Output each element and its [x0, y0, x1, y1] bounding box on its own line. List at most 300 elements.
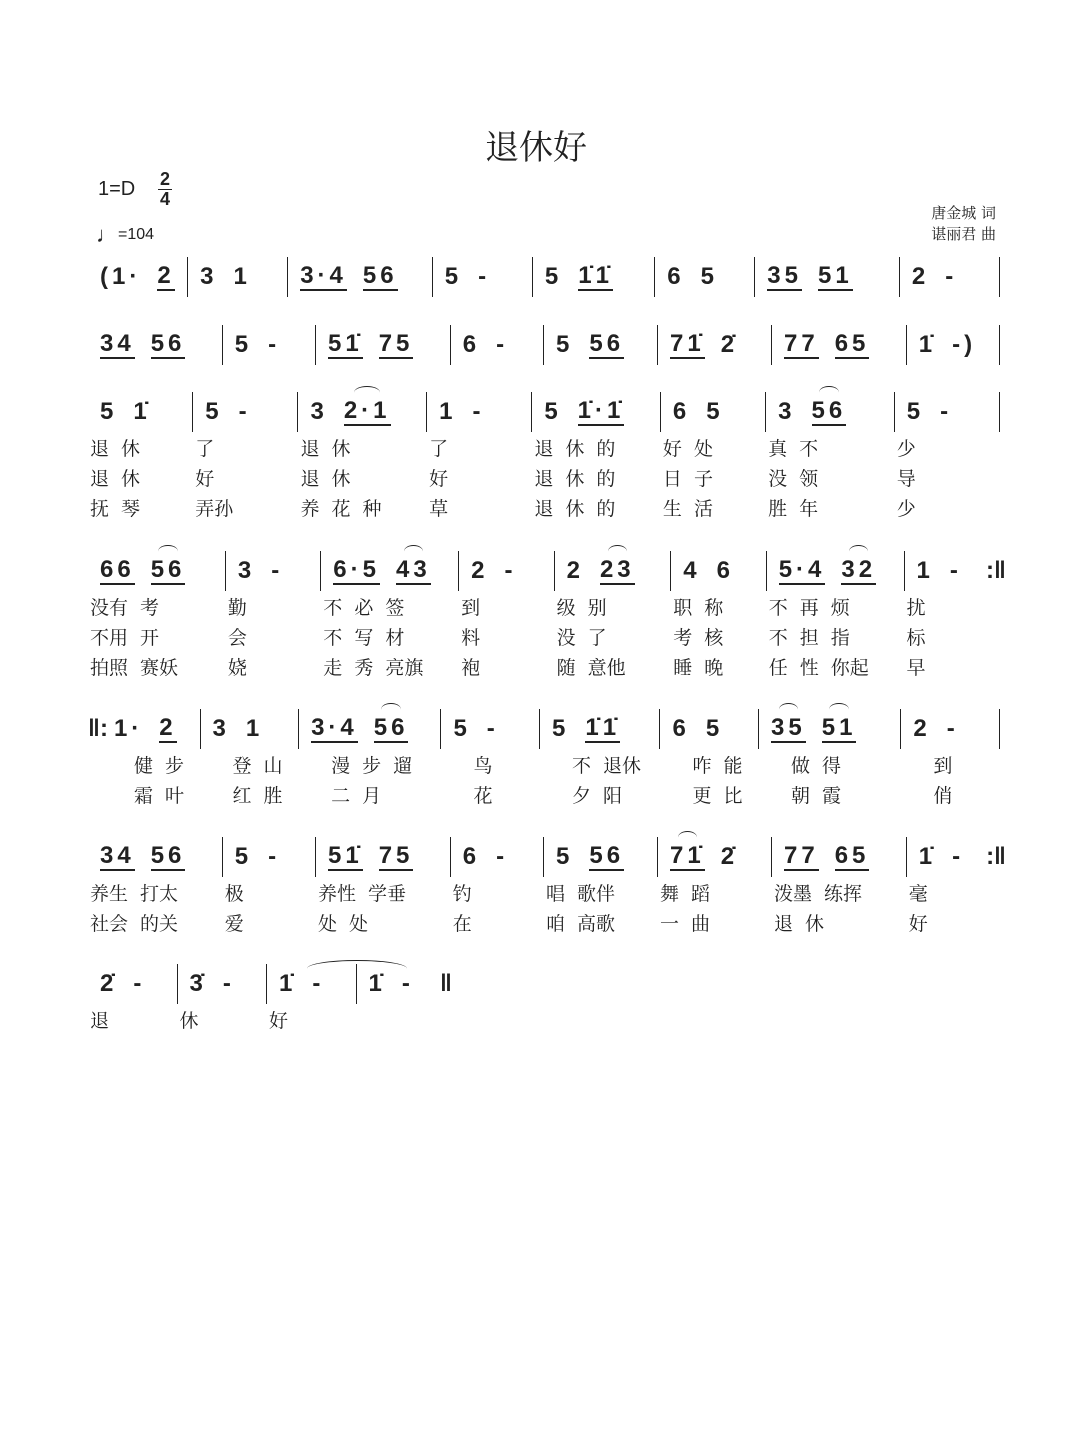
system-7: [88, 964, 452, 1034]
note-row: [88, 325, 223, 365]
lyric-word: 霞: [822, 784, 842, 807]
lyric-line-1: [451, 877, 544, 907]
lyric-word: 生: [662, 497, 682, 520]
lyric-word: 退: [774, 912, 794, 935]
lyric-line-2: [759, 779, 901, 809]
lyric-word: 处: [318, 912, 338, 935]
note-row: [188, 257, 288, 297]
measure: [772, 837, 907, 937]
note: 1: [233, 263, 251, 290]
tempo-marking: [96, 222, 154, 248]
lyric-word: 的: [596, 497, 616, 520]
lyric-word: 俏: [933, 784, 953, 807]
note-row: [433, 257, 533, 297]
note: 1: [245, 715, 264, 742]
note: 3·4: [300, 262, 347, 289]
note-row: [201, 709, 300, 749]
note-row: [555, 551, 672, 591]
note-row: [298, 392, 427, 432]
lyric-line-3: [767, 651, 905, 681]
lyric-word: 的: [596, 437, 616, 460]
note: 56: [150, 330, 186, 357]
lyric-line-2: [427, 462, 532, 492]
hold-dash: -: [268, 843, 281, 870]
measure: [895, 392, 1000, 522]
lyric-line-2: [540, 779, 660, 809]
lyric-word: 一: [660, 912, 680, 935]
note: 2̇: [100, 970, 118, 997]
note: 1̇: [918, 331, 937, 358]
note-row: [357, 964, 452, 1004]
lyric-line-2: [226, 621, 321, 651]
hold-dash: -: [496, 331, 509, 358]
lyric-line-3: [88, 651, 226, 681]
lyric-word: 真: [768, 437, 788, 460]
lyric-word: 考: [140, 596, 160, 619]
measure: [298, 392, 427, 522]
lyric-line-3: [298, 492, 427, 522]
lyric-word: 夕: [572, 784, 592, 807]
measure: [658, 837, 772, 937]
note: 5: [700, 263, 718, 290]
note-row: [655, 257, 755, 297]
note: 2: [911, 263, 930, 290]
lyric-line-2: [901, 779, 1000, 809]
system-6: [88, 837, 1006, 937]
lyric-word: 红: [232, 784, 252, 807]
note-row: [193, 392, 298, 432]
lyric-word: 遛: [393, 754, 413, 777]
measure: [201, 709, 300, 809]
measure: [188, 257, 288, 297]
lyric-line-2: [660, 779, 759, 809]
measure: [755, 257, 900, 297]
lyric-word: 了: [195, 437, 215, 460]
measure: [905, 551, 1006, 681]
lyric-line-1: [555, 591, 672, 621]
lyric-word: 不: [799, 437, 819, 460]
lyric-word: 的关: [140, 912, 179, 935]
lyric-line-1: [544, 877, 658, 907]
lyric-word: 休: [565, 467, 585, 490]
hold-dash: -: [949, 557, 962, 584]
lyric-word: 指: [830, 626, 850, 649]
lyric-word: 活: [693, 497, 713, 520]
note: 1: [916, 557, 934, 584]
lyric-word: 极: [224, 882, 244, 905]
quarter-note-icon: ♩: [96, 222, 118, 247]
lyric-word: 休: [565, 437, 585, 460]
measure: [226, 551, 321, 681]
lyric-word: 好: [195, 467, 215, 490]
note: 56: [150, 556, 186, 583]
lyric-line-1: [441, 749, 540, 779]
note-row: [288, 257, 433, 297]
hold-dash: -: [952, 843, 965, 870]
measure: [767, 551, 905, 681]
measure: [267, 964, 357, 1034]
system-2: [88, 325, 1000, 365]
measure: [223, 837, 316, 937]
note: 1: [439, 398, 457, 425]
lyric-word: 咋: [692, 754, 712, 777]
lyric-word: 养性: [318, 882, 357, 905]
lyric-word: 鸟: [473, 754, 493, 777]
lyric-word: 退: [300, 467, 320, 490]
lyric-line-2: [658, 907, 772, 937]
lyric-line-1: [201, 749, 300, 779]
measure: [540, 709, 660, 809]
measure: [88, 325, 223, 365]
lyric-line-1: [357, 1004, 447, 1034]
lyric-word: 早: [906, 656, 926, 679]
lyric-word: 随: [556, 656, 576, 679]
measure: [299, 709, 441, 809]
note: 2: [913, 715, 931, 742]
lyric-word: 能: [723, 754, 743, 777]
lyric-word: 二: [331, 784, 351, 807]
measure: [288, 257, 433, 297]
lyric-line-1: [901, 749, 1000, 779]
lyric-line-1: [767, 591, 905, 621]
note: 51̇: [328, 842, 363, 869]
lyric-word: 娆: [227, 656, 247, 679]
lyric-word: 处: [349, 912, 369, 935]
note: 56: [362, 262, 398, 289]
lyric-word: 开: [140, 626, 160, 649]
note-row: [658, 837, 772, 877]
lyric-word: 休: [805, 912, 825, 935]
note: 1̇1̇: [578, 262, 613, 289]
measure: [671, 551, 766, 681]
note: 3: [212, 715, 230, 742]
lyric-word: 秀: [354, 656, 374, 679]
lyric-word: 叶: [164, 784, 184, 807]
hold-dash: -: [946, 715, 959, 742]
lyric-word: 健: [133, 754, 153, 777]
measure: [321, 551, 459, 681]
measure: [459, 551, 554, 681]
note: 5: [906, 398, 925, 425]
lyric-line-1: [772, 877, 907, 907]
note: 77: [784, 330, 819, 357]
note: 66: [100, 556, 135, 583]
measure: [357, 964, 452, 1034]
measure: [178, 964, 268, 1034]
lyric-word: 休: [179, 1009, 199, 1032]
note: 5: [705, 715, 724, 742]
note: 56: [589, 842, 625, 869]
lyric-word: 步: [164, 754, 184, 777]
hold-dash: -: [271, 557, 284, 584]
lyric-line-3: [226, 651, 321, 681]
measure: [316, 837, 451, 937]
note: 71̇: [670, 330, 705, 357]
lyric-word: 弄孙: [195, 497, 234, 520]
lyric-word: 钓: [452, 882, 472, 905]
lyric-word: 山: [263, 754, 283, 777]
note: 1·: [113, 715, 144, 742]
note: 6: [462, 843, 481, 870]
note-row: [532, 392, 661, 432]
note: 65: [834, 330, 870, 357]
note-row: [88, 964, 178, 1004]
key-signature: 1=D: [98, 178, 136, 200]
lyric-word: 琴: [121, 497, 141, 520]
lyric-word: 泼墨: [774, 882, 813, 905]
note-row: [88, 392, 193, 432]
note-row: [226, 551, 321, 591]
note-row: [316, 325, 451, 365]
note-row: [321, 551, 459, 591]
lyric-line-1: [88, 877, 223, 907]
measure: [759, 709, 901, 809]
lyric-word: 袍: [461, 656, 481, 679]
lyric-word: 到: [461, 596, 481, 619]
lyric-line-3: [671, 651, 766, 681]
note-row: [102, 709, 201, 749]
measure: [544, 325, 658, 365]
note: 6: [672, 715, 690, 742]
lyric-line-3: [321, 651, 459, 681]
measure: [901, 709, 1000, 809]
note: 6: [716, 557, 734, 584]
note-row: [223, 837, 316, 877]
lyric-word: 任: [768, 656, 788, 679]
lyric-line-1: [298, 432, 427, 462]
measure: [88, 551, 226, 681]
note: 34: [100, 842, 135, 869]
lyric-line-2: [671, 621, 766, 651]
lyric-line-2: [316, 907, 451, 937]
measure: [433, 257, 533, 297]
note: 35: [771, 714, 806, 741]
tempo-value: =104: [118, 226, 155, 243]
lyric-word: 材: [385, 626, 405, 649]
note: 3: [237, 557, 256, 584]
lyric-word: 担: [799, 626, 819, 649]
note: 56: [589, 330, 625, 357]
lyric-word: 核: [704, 626, 724, 649]
time-numerator: 2: [159, 169, 170, 189]
note: 34: [100, 330, 135, 357]
lyric-word: 休: [565, 497, 585, 520]
note-row: [660, 709, 759, 749]
measure: [102, 709, 201, 809]
lyric-line-1: [907, 877, 1000, 907]
lyric-word: 得: [822, 754, 842, 777]
lyric-word: 不: [323, 596, 343, 619]
lyric-word: 月: [362, 784, 382, 807]
lyric-word: 标: [906, 626, 926, 649]
measure: [532, 392, 661, 522]
note: 5: [706, 398, 724, 425]
lyric-word: 比: [723, 784, 743, 807]
note: 5: [205, 398, 223, 425]
lyric-line-2: [193, 462, 298, 492]
measure: [88, 392, 193, 522]
repeat-start-sign: ‖:: [88, 715, 108, 742]
hold-dash: -: [945, 263, 958, 290]
lyric-word: 处: [693, 437, 713, 460]
lyric-line-1: [427, 432, 532, 462]
measure: [772, 325, 907, 365]
lyric-word: 料: [461, 626, 481, 649]
lyric-line-1: [193, 432, 298, 462]
lyric-word: 草: [429, 497, 449, 520]
note-row: [772, 325, 907, 365]
lyric-line-2: [661, 462, 766, 492]
lyric-line-1: [759, 749, 901, 779]
lyric-word: 没: [556, 626, 576, 649]
lyric-word: 在: [452, 912, 472, 935]
measure: [193, 392, 298, 522]
lyric-line-3: [532, 492, 661, 522]
lyric-word: 退: [534, 497, 554, 520]
lyric-line-2: [555, 621, 672, 651]
lyric-word: 晚: [704, 656, 724, 679]
note: 4: [683, 557, 701, 584]
note: 1̇1̇: [585, 714, 621, 741]
measure: [223, 325, 316, 365]
lyric-word: 曲: [691, 912, 711, 935]
lyric-line-2: [895, 462, 1000, 492]
note-row: [905, 551, 1006, 591]
note-row: [88, 837, 223, 877]
note: 3: [310, 398, 328, 425]
note: 5: [100, 398, 118, 425]
lyric-line-2: [201, 779, 300, 809]
hold-dash: -: [940, 398, 953, 425]
lyric-line-2: [907, 907, 1000, 937]
note: 6: [672, 398, 691, 425]
lyric-line-3: [555, 651, 672, 681]
lyric-word: 种: [362, 497, 382, 520]
note: 6·5: [333, 556, 380, 583]
lyric-word: 打太: [140, 882, 179, 905]
lyric-word: 性: [799, 656, 819, 679]
note: 3̇: [189, 970, 207, 997]
lyric-word: 霜: [133, 784, 153, 807]
lyric-word: 年: [799, 497, 819, 520]
lyric-word: 毫: [908, 882, 928, 905]
lyric-word: 签: [385, 596, 405, 619]
lyric-word: 休: [121, 467, 141, 490]
measure: [658, 325, 772, 365]
measure: [544, 837, 658, 937]
note: 3·4: [311, 714, 358, 741]
lyric-word: 好: [429, 467, 449, 490]
lyric-word: 退: [90, 467, 110, 490]
lyric-word: 日: [662, 467, 682, 490]
lyric-word: 不: [323, 626, 343, 649]
lyric-line-2: [772, 907, 907, 937]
hold-dash: -): [952, 331, 977, 358]
lyric-line-1: [299, 749, 441, 779]
lyric-word: 漫: [331, 754, 351, 777]
note: 35: [767, 262, 802, 289]
measure: [900, 257, 1000, 297]
lyric-line-1: [267, 1004, 357, 1034]
note: 43: [395, 556, 431, 583]
lyric-word: 退: [90, 437, 110, 460]
lyric-word: 抚: [90, 497, 110, 520]
lyric-line-2: [88, 621, 226, 651]
lyric-line-1: [316, 877, 451, 907]
lyric-line-2: [767, 621, 905, 651]
lyric-word: 咱: [546, 912, 566, 935]
note-row: [661, 392, 766, 432]
system-4: [88, 551, 1006, 681]
lyric-line-1: [88, 1004, 178, 1034]
note: 5: [552, 715, 570, 742]
lyric-word: 不: [768, 626, 788, 649]
lyric-word: 了: [429, 437, 449, 460]
note: 23: [599, 556, 635, 583]
measure: [441, 709, 540, 809]
lyric-line-2: [223, 907, 316, 937]
lyric-word: 退: [534, 437, 554, 460]
note: 75: [378, 842, 414, 869]
note-row: [267, 964, 357, 1004]
lyric-line-2: [766, 462, 895, 492]
lyric-word: 扰: [906, 596, 926, 619]
note: 75: [378, 330, 414, 357]
lyric-line-1: [88, 432, 193, 462]
lyric-line-1: [321, 591, 459, 621]
note: 5: [556, 331, 574, 358]
note-row: [427, 392, 532, 432]
note: 6: [667, 263, 685, 290]
lyric-word: 你起: [830, 656, 869, 679]
lyric-word: 称: [704, 596, 724, 619]
note: 51: [821, 714, 857, 741]
lyric-line-2: [88, 462, 193, 492]
lyric-word: 意他: [587, 656, 626, 679]
note-row: [451, 325, 544, 365]
measure: [88, 837, 223, 937]
note-row: [759, 709, 901, 749]
note: 6: [462, 331, 481, 358]
note-row: [755, 257, 900, 297]
lyric-line-2: [102, 779, 201, 809]
note-row: [88, 551, 226, 591]
lyric-line-1: [540, 749, 660, 779]
lyric-word: 学垂: [368, 882, 407, 905]
note-row: [907, 325, 1000, 365]
note: 56: [811, 397, 847, 424]
note: 77: [784, 842, 819, 869]
measure: [655, 257, 755, 297]
lyric-word: 写: [354, 626, 374, 649]
lyric-word: 花: [331, 497, 351, 520]
lyric-word: 拍照: [90, 656, 129, 679]
lyric-word: 社会: [90, 912, 129, 935]
lyric-line-1: [459, 591, 554, 621]
note: 5: [444, 263, 463, 290]
note: 71̇: [670, 842, 705, 869]
lyric-line-3: [895, 492, 1000, 522]
measure: [88, 964, 178, 1034]
lyric-word: 职: [673, 596, 693, 619]
lyric-word: 养生: [90, 882, 129, 905]
lyric-line-2: [441, 779, 540, 809]
composer-credit: 谌丽君 曲: [931, 225, 996, 243]
note-row: [451, 837, 544, 877]
note: 51: [818, 262, 853, 289]
hold-dash: -: [268, 331, 281, 358]
lyric-word: 休: [331, 467, 351, 490]
